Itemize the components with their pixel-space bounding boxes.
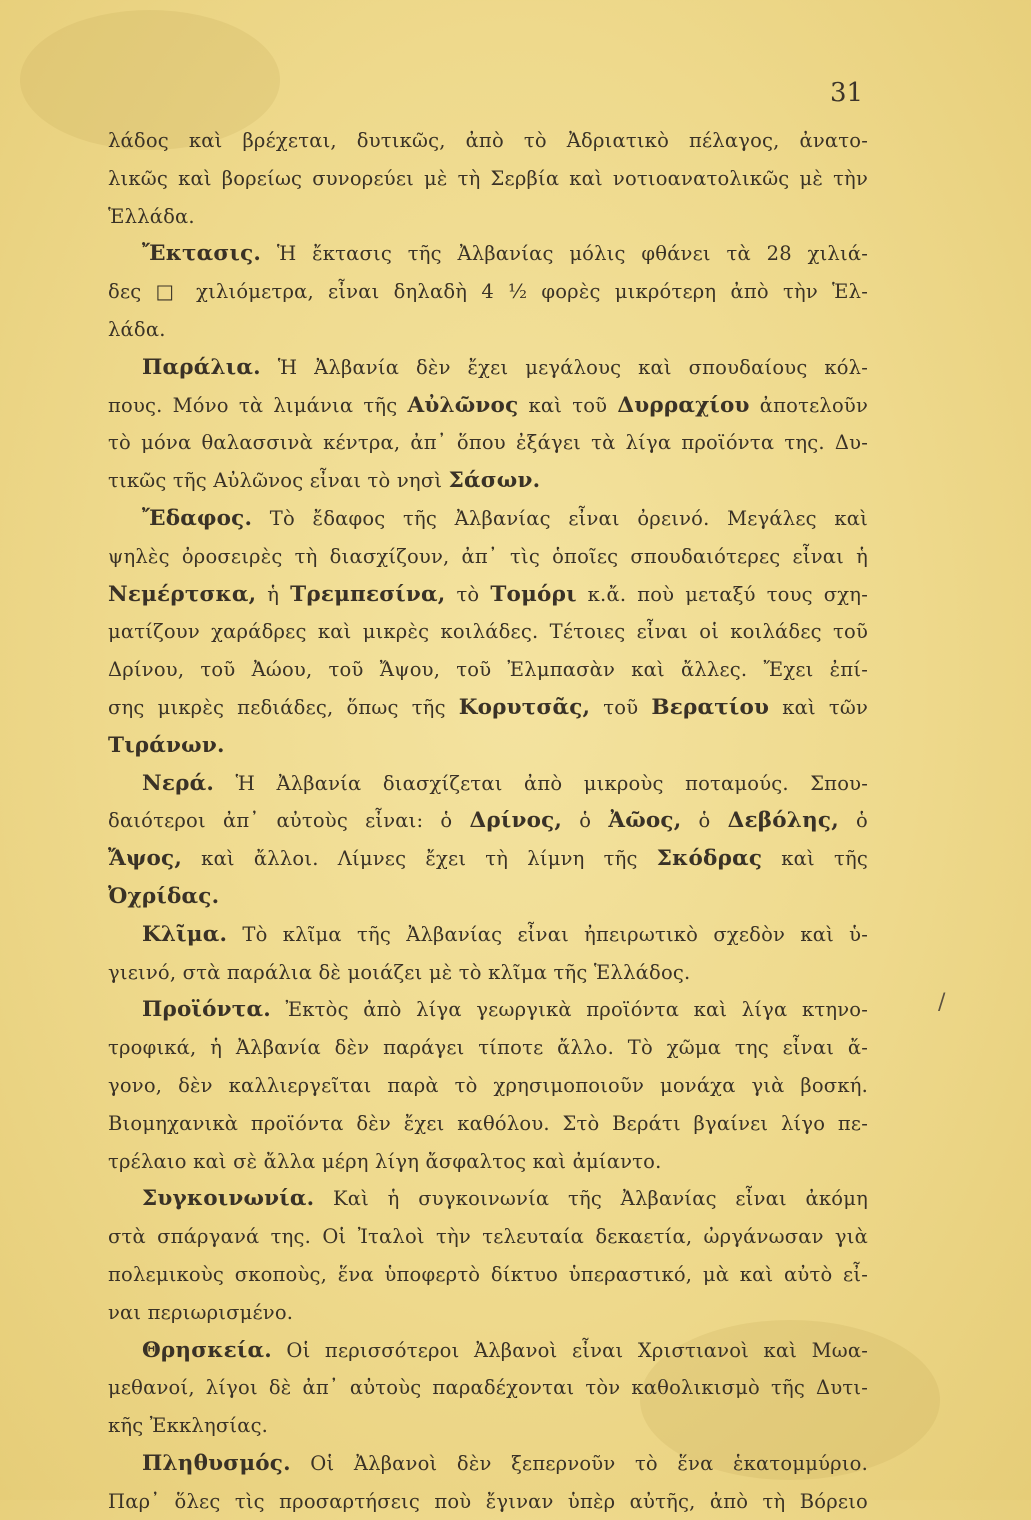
- text-segment: ἀποτελοῦν: [749, 393, 869, 417]
- text-segment: πολεμικοὺς σκοποὺς, ἕνα ὑποφερτὸ δίκτυο ὑπεραστικό, μὰ καὶ αὐτὸ εἶ-: [108, 1262, 868, 1286]
- heading-term: Συγκοινωνία.: [142, 1186, 315, 1212]
- text-segment: γονο, δὲν καλλιεργεῖται παρὰ τὸ χρησιμοποιοῦν μονάχα γιὰ βοσκή.: [108, 1073, 868, 1097]
- text-segment: καὶ τῆς: [762, 847, 868, 871]
- text-segment: πους. Μόνο τὰ λιμάνια τῆς: [108, 393, 408, 417]
- text-segment: Παρ᾿ ὅλες τὶς προσαρτήσεις ποὺ ἔγιναν ὑπὲρ αὐτῆς, ἀπὸ τὴ Βόρειο: [108, 1489, 868, 1513]
- heading-term: Ἀῶος,: [608, 808, 682, 834]
- heading-term: Ὀχρίδας.: [108, 883, 220, 909]
- text-segment: δαιότεροι ἀπ᾿ αὐτοὺς εἶναι: ὁ: [108, 809, 470, 833]
- heading-term: Θρησκεία.: [142, 1337, 272, 1363]
- text-line: [108, 538, 868, 576]
- heading-term: Δυρραχίου: [617, 392, 750, 418]
- text-line: [108, 878, 868, 916]
- text-segment: ὁ: [681, 809, 728, 833]
- text-line: [108, 840, 868, 878]
- text-line: [108, 311, 868, 349]
- text-line: [108, 916, 868, 954]
- text-segment: Ἡ Ἀλβανία δὲν ἔχει μεγάλους καὶ σπουδαίους κόλ-: [260, 355, 868, 379]
- text-line: [108, 689, 868, 727]
- heading-term: Δρίνος,: [469, 808, 563, 834]
- text-segment: γιεινό, στὰ παράλια δὲ μοιάζει μὲ τὸ κλῖμα τῆς Ἑλλάδος.: [108, 960, 691, 984]
- text-segment: Καὶ ἡ συγκοινωνία τῆς Ἀλβανίας εἶναι ἀκόμη: [314, 1187, 868, 1211]
- text-line: [108, 802, 868, 840]
- text-line: [108, 1029, 868, 1067]
- text-line: [108, 1332, 868, 1370]
- text-line: [108, 765, 868, 803]
- text-segment: Οἱ περισσότεροι Ἀλβανοὶ εἶναι Χριστιανοὶ καὶ Μωα-: [271, 1338, 868, 1362]
- text-segment: λικῶς καὶ βορείως συνορεύει μὲ τὴ Σερβία καὶ νοτιοανατολικῶς μὲ τὴν: [108, 166, 868, 190]
- heading-term: Κορυτσᾶς,: [458, 694, 591, 720]
- text-segment: Δρίνου, τοῦ Ἀώου, τοῦ Ἄψου, τοῦ Ἐλμπασὰν καὶ ἄλλες. Ἔχει ἐπί-: [108, 658, 868, 682]
- text-segment: στὰ σπάργανά της. Οἱ Ἰταλοὶ τὴν τελευταία δεκαετία, ὠργάνωσαν γιὰ: [108, 1225, 868, 1249]
- text-segment: καὶ ἄλλοι. Λίμνες ἔχει τὴ λίμνη τῆς: [182, 847, 657, 871]
- text-line: [108, 1180, 868, 1218]
- heading-term: Σκόδρας: [656, 846, 763, 872]
- text-segment: μεθανοί, λίγοι δὲ ἀπ᾿ αὐτοὺς παραδέχονται τὸν καθολικισμὸ τῆς Δυτι-: [108, 1376, 868, 1400]
- text-segment: ναι περιωρισμένο.: [108, 1300, 294, 1324]
- text-segment: ἡ: [256, 582, 291, 606]
- text-line: [108, 387, 868, 425]
- text-segment: λάδα.: [108, 317, 166, 341]
- heading-term: Νεμέρτσκα,: [108, 581, 257, 607]
- margin-mark: /: [938, 990, 946, 1015]
- text-segment: τρέλαιο καὶ σὲ ἄλλα μέρη λίγη ἄσφαλτος καὶ ἀμίαντο.: [108, 1149, 662, 1173]
- text-segment: κῆς Ἐκκλησίας.: [108, 1414, 269, 1438]
- text-segment: Ἑλλάδα.: [108, 204, 195, 228]
- text-line: [108, 1218, 868, 1256]
- text-segment: Ἡ ἔκτασις τῆς Ἀλβανίας μόλις φθάνει τὰ 28 χιλιά-: [261, 242, 868, 266]
- text-segment: Ἡ Ἀλβανία διασχίζεται ἀπὸ μικροὺς ποταμούς. Σπου-: [214, 771, 868, 795]
- text-line: [108, 122, 868, 160]
- heading-term: Προϊόντα.: [142, 997, 271, 1023]
- text-segment: τικῶς τῆς Αὐλῶνος εἶναι τὸ νησὶ: [108, 469, 449, 493]
- page-number: 31: [830, 78, 864, 108]
- heading-term: Ἔκτασις.: [142, 241, 262, 267]
- text-segment: δες □ χιλιόμετρα, εἶναι δηλαδὴ 4 ½ φορὲς μικρότερη ἀπὸ τὴν Ἑλ-: [108, 280, 868, 304]
- text-line: [108, 1256, 868, 1294]
- text-line: [108, 160, 868, 198]
- heading-term: Τομόρι: [490, 581, 577, 607]
- text-segment: Οἱ Ἀλβανοὶ δὲν ξεπερνοῦν τὸ ἕνα ἑκατομμύριο.: [290, 1451, 868, 1475]
- text-line: [108, 198, 868, 236]
- text-line: [108, 613, 868, 651]
- text-segment: καὶ τῶν: [769, 695, 869, 719]
- text-segment: τὸ μόνα θαλασσινὰ κέντρα, ἀπ᾿ ὅπου ἐξάγει τὰ λίγα προϊόντα της. Δυ-: [108, 431, 868, 455]
- heading-term: Παράλια.: [142, 354, 261, 380]
- text-line: [108, 500, 868, 538]
- text-segment: Βιομηχανικὰ προϊόντα δὲν ἔχει καθόλου. Στὸ Βεράτι βγαίνει λίγο πε-: [108, 1111, 868, 1135]
- heading-term: Σάσων.: [448, 468, 541, 494]
- text-line: [108, 576, 868, 614]
- text-line: [108, 1105, 868, 1143]
- text-line: [108, 273, 868, 311]
- text-segment: ματίζουν χαράδρες καὶ μικρὲς κοιλάδες. Τέτοιες εἶναι οἱ κοιλάδες τοῦ: [108, 620, 868, 644]
- text-segment: ὁ: [838, 809, 868, 833]
- text-segment: τὸ: [445, 582, 491, 606]
- text-segment: ψηλὲς ὀροσειρὲς τὴ διασχίζουν, ἀπ᾿ τὶς ὁποῖες σπουδαιότερες εἶναι ἡ: [108, 544, 868, 568]
- heading-term: Αὐλῶνος: [407, 392, 519, 418]
- text-segment: Τὸ κλῖμα τῆς Ἀλβανίας εἶναι ἠπειρωτικὸ σχεδὸν καὶ ὑ-: [227, 922, 868, 946]
- text-line: [108, 349, 868, 387]
- text-line: [108, 651, 868, 689]
- text-line: [108, 235, 868, 273]
- text-line: [108, 1294, 868, 1332]
- heading-term: Βερατίου: [651, 694, 770, 720]
- text-segment: τροφικά, ἡ Ἀλβανία δὲν παράγει τίποτε ἄλλο. Τὸ χῶμα της εἶναι ἄ-: [108, 1036, 868, 1060]
- text-segment: Τὸ ἔδαφος τῆς Ἀλβανίας εἶναι ὀρεινό. Μεγάλες καὶ: [252, 506, 868, 530]
- text-line: [108, 424, 868, 462]
- text-segment: καὶ τοῦ: [518, 393, 618, 417]
- text-segment: τοῦ: [590, 695, 652, 719]
- text-line: [108, 1143, 868, 1181]
- text-line: [108, 1407, 868, 1445]
- heading-term: Τιράνων.: [108, 732, 225, 758]
- text-line: [108, 1067, 868, 1105]
- text-line: [108, 991, 868, 1029]
- text-segment: ὁ: [562, 809, 609, 833]
- heading-term: Κλῖμα.: [142, 921, 228, 947]
- body-text: [108, 122, 868, 1520]
- heading-term: Δεβόλης,: [727, 808, 839, 834]
- text-line: [108, 1483, 868, 1520]
- text-line: [108, 462, 868, 500]
- text-line: [108, 727, 868, 765]
- heading-term: Νερά.: [142, 770, 215, 796]
- heading-term: Πληθυσμός.: [142, 1450, 291, 1476]
- text-line: [108, 954, 868, 992]
- text-line: [108, 1445, 868, 1483]
- heading-term: Ἔδαφος.: [142, 505, 253, 531]
- text-segment: Ἐκτὸς ἀπὸ λίγα γεωργικὰ προϊόντα καὶ λίγα κτηνο-: [270, 998, 868, 1022]
- text-segment: λάδος καὶ βρέχεται, δυτικῶς, ἀπὸ τὸ Ἀδριατικὸ πέλαγος, ἀνατο-: [108, 129, 868, 152]
- text-segment: σης μικρὲς πεδιάδες, ὅπως τῆς: [108, 695, 459, 719]
- heading-term: Ἄψος,: [108, 846, 183, 872]
- text-segment: κ.ἄ. ποὺ μεταξύ τους σχη-: [576, 582, 868, 606]
- text-line: [108, 1369, 868, 1407]
- heading-term: Τρεμπεσίνα,: [290, 581, 446, 607]
